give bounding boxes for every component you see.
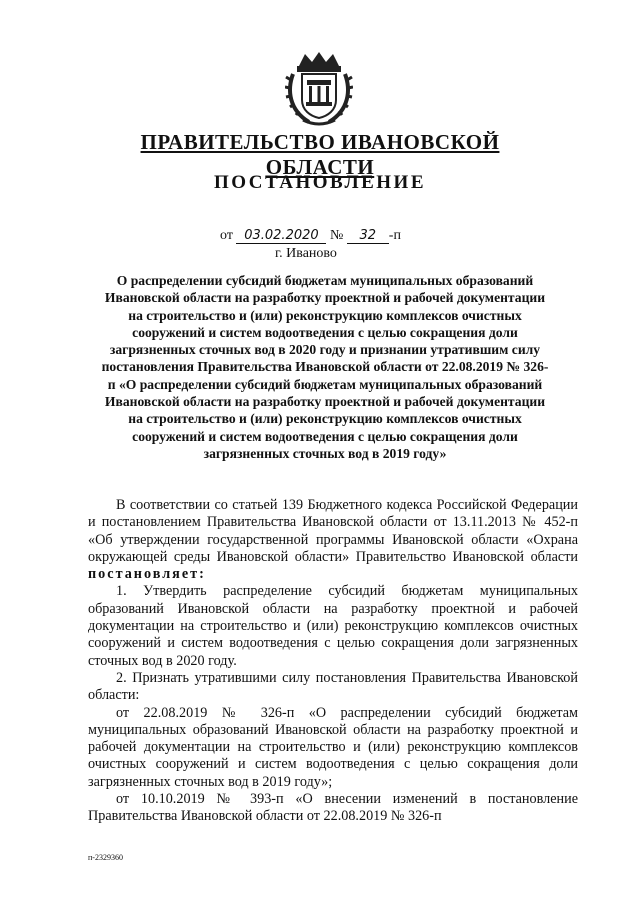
resolution-body <box>88 497 578 826</box>
number-suffix: -п <box>388 228 401 243</box>
number-label: № <box>329 228 344 243</box>
intro-text: В соответствии со статьей 139 Бюджетного кодекса Российской Федерации и постановлением Правительства Ивановской области от 13.11.2013 № 452-п «Об утверждении государственной программы Ивановской области «Охрана окружающей среды Ивановской области» Правительство Ивановской области <box>88 497 578 565</box>
item-2b-paragraph: от 10.10.2019 № 393-п «О внесении изменений в постановление Правительства Ивановской области от 22.08.2019 № 326-п <box>88 791 578 825</box>
document-type-title: ПОСТАНОВЛЕНИЕ <box>213 172 427 193</box>
item-2-paragraph: 2. Признать утратившими силу постановления Правительства Ивановской области: <box>88 669 578 704</box>
resolution-subject: О распределении субсидий бюджетам муниципальных образований Ивановской области на разработку проектной и рабочей документации на строительство и (или) реконструкцию комплексов очистных сооружений и систем водоотведения с целью сокращения доли загрязненных сточных вод в 2020 году и признании утратившим силу постановления Правительства Ивановской области от 22.08.2019 № 326-п «О распределении субсидий бюджетам муниципальных образований Ивановской области на разработку проектной и рабочей документации на строительство и (или) реконструкцию комплексов очистных сооружений и систем водоотведения с целью сокращения доли загрязненных сточных вод в 2019 году» <box>101 273 549 461</box>
date-prefix-label: от <box>220 228 233 243</box>
document-code: п-2329360 <box>88 853 123 862</box>
government-title: ПРАВИТЕЛЬСТВО ИВАНОВСКОЙ ОБЛАСТИ <box>140 130 500 179</box>
document-date: 03.02.2020 <box>236 228 326 244</box>
coat-of-arms-emblem <box>285 50 353 128</box>
document-number: 32 <box>347 228 389 244</box>
document-number-line <box>220 228 401 244</box>
item-1-paragraph: 1. Утвердить распределение субсидий бюджетам муниципальных образований Ивановской области на разработку проектной и рабочей документации на строительство и (или) реконструкцию комплексов очистных сооружений и систем водоотведения с целью сокращения доли загрязненных сточных вод в 2020 году. <box>88 583 578 669</box>
city-label: г. Иваново <box>275 246 337 261</box>
intro-paragraph <box>88 497 578 583</box>
item-2a-paragraph: от 22.08.2019 № 326-п «О распределении субсидий бюджетам муниципальных образований Ивановской области на разработку проектной и рабочей документации на строительство и (или) реконструкцию комплексов очистных сооружений и систем водоотведения с целью сокращения доли загрязненных сточных вод в 2019 году»; <box>88 704 578 790</box>
resolves-keyword: постановляет: <box>88 566 206 583</box>
